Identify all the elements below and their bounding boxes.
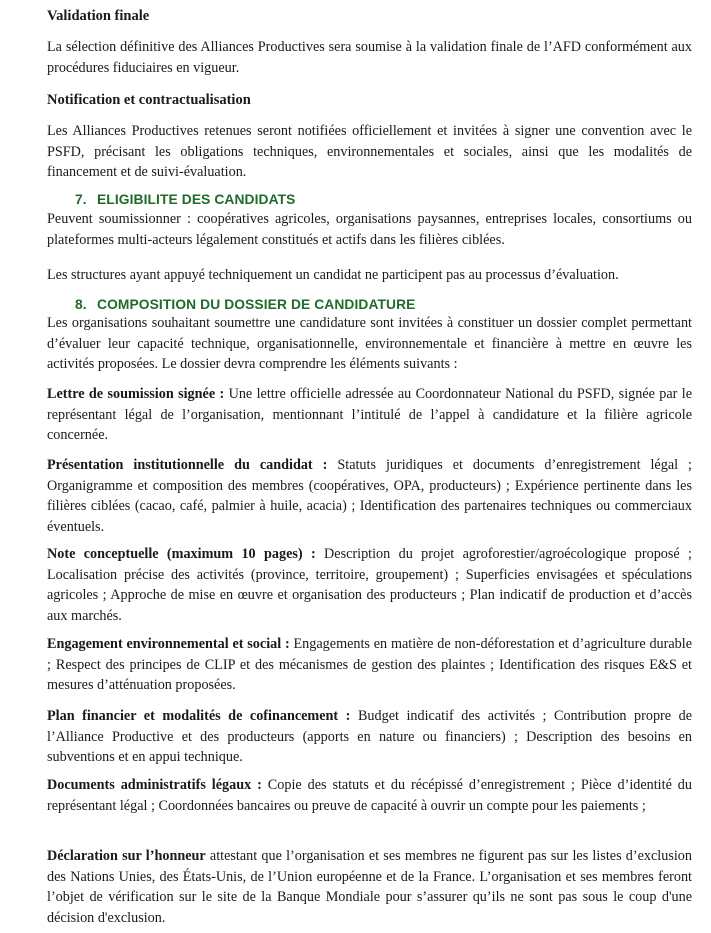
dossier-item [47,634,692,696]
dossier-item [47,775,692,816]
dossier-item-label: Note conceptuelle (maximum 10 pages) : [47,546,316,562]
notification-paragraph: Les Alliances Productives retenues seront notifiées officiellement et invitées à signer une convention avec le PSFD, précisant les obligations techniques, environnementales et sociales, ainsi que les modalités de financement et de suivi-évaluation. [47,123,692,180]
dossier-item-label: Engagement environnemental et social : [47,636,290,652]
dossier-item-label: Documents administratifs légaux : [47,777,262,793]
section-7-paragraph-2: Les structures ayant appuyé techniquement un candidat ne participent pas au processus d’évaluation. [47,267,619,283]
validation-paragraph: La sélection définitive des Alliances Productives sera soumise à la validation finale de l’AFD conformément aux procédures fiduciaires en vigueur. [47,39,692,76]
dossier-item-label: Présentation institutionnelle du candidat : [47,457,328,473]
validation-heading: Validation finale [47,8,150,24]
dossier-item [47,544,692,626]
dossier-item-text: Copie des statuts et du récépissé d’enregistrement ; Pièce d’identité du représentant légal ; Coordonnées bancaires ou preuve de capacité à ouvrir un compte pour les paiements ; [47,777,692,814]
section-7-number: 7. [75,192,87,207]
dossier-item-text: Description du projet agroforestier/agroécologique proposé ; Localisation précise des activités (province, territoire, groupement) ; Superficies envisagées et spéculations agricoles ; Approche de mise en œuvre et organisation des producteurs ; Plan indicatif de production et d’accès aux marchés. [47,546,693,624]
dossier-item-text: Budget indicatif des activités ; Contribution propre de l’Alliance Productive et des producteurs (apports en nature ou financiers) ; Description des besoins en subventions et en appui technique. [47,708,692,765]
dossier-item [47,384,692,446]
dossier-item-text: attestant que l’organisation et ses membres ne figurent pas sur les listes d’exclusion des Nations Unies, des États-Unis, de l’Union européenne et de la France. L’organisation et ses membres feront l’objet de vérification sur le site de la Banque Mondiale pour s’assurer qu’ils ne sont pas sous le coup d'une décision d'exclusion. [47,848,692,926]
dossier-item-text: Statuts juridiques et documents d’enregistrement légal ; Organigramme et composition des membres (coopératives, OPA, producteurs) ; Expérience pertinente dans les filières ciblées (cacao, café, palmier à huile, acacia) ; Identification des partenaires techniques ou commerciaux éventuels. [47,457,692,535]
section-8-number: 8. [75,297,87,312]
dossier-item [47,455,692,537]
dossier-item-text: Une lettre officielle adressée au Coordonnateur National du PSFD, signée par le représentant légal de l’organisation, mentionnant l’intitulé de l’appel à candidature et la filière agricole concernée. [47,386,693,443]
section-7-heading [75,192,295,207]
dossier-item [47,706,692,768]
section-8-intro: Les organisations souhaitant soumettre une candidature sont invitées à constituer un dossier complet permettant d’évaluer leur capacité technique, organisationnelle, environnementale et financière à mettre en œuvre les activités proposées. Le dossier devra comprendre les éléments suivants : [47,315,692,372]
dossier-item-text: Engagements en matière de non-déforestation et d’agriculture durable ; Respect des principes de CLIP et des mécanismes de gestion des plaintes ; Identification des risques E&S et mesures d’atténuation proposées. [47,636,692,693]
notification-heading: Notification et contractualisation [47,92,251,108]
section-7-title: ELIGIBILITE DES CANDIDATS [97,192,296,207]
dossier-item-label: Lettre de soumission signée : [47,386,225,402]
dossier-item [47,846,692,928]
section-8-title: COMPOSITION DU DOSSIER DE CANDIDATURE [97,297,416,312]
dossier-item-label: Plan financier et modalités de cofinancement : [47,708,351,724]
section-8-heading [75,297,416,312]
section-7-paragraph-1: Peuvent soumissionner : coopératives agricoles, organisations paysannes, entreprises locales, consortiums ou plateformes multi-acteurs légalement constitués et actifs dans les filières ciblées. [47,211,692,248]
dossier-item-label: Déclaration sur l’honneur [47,848,206,864]
